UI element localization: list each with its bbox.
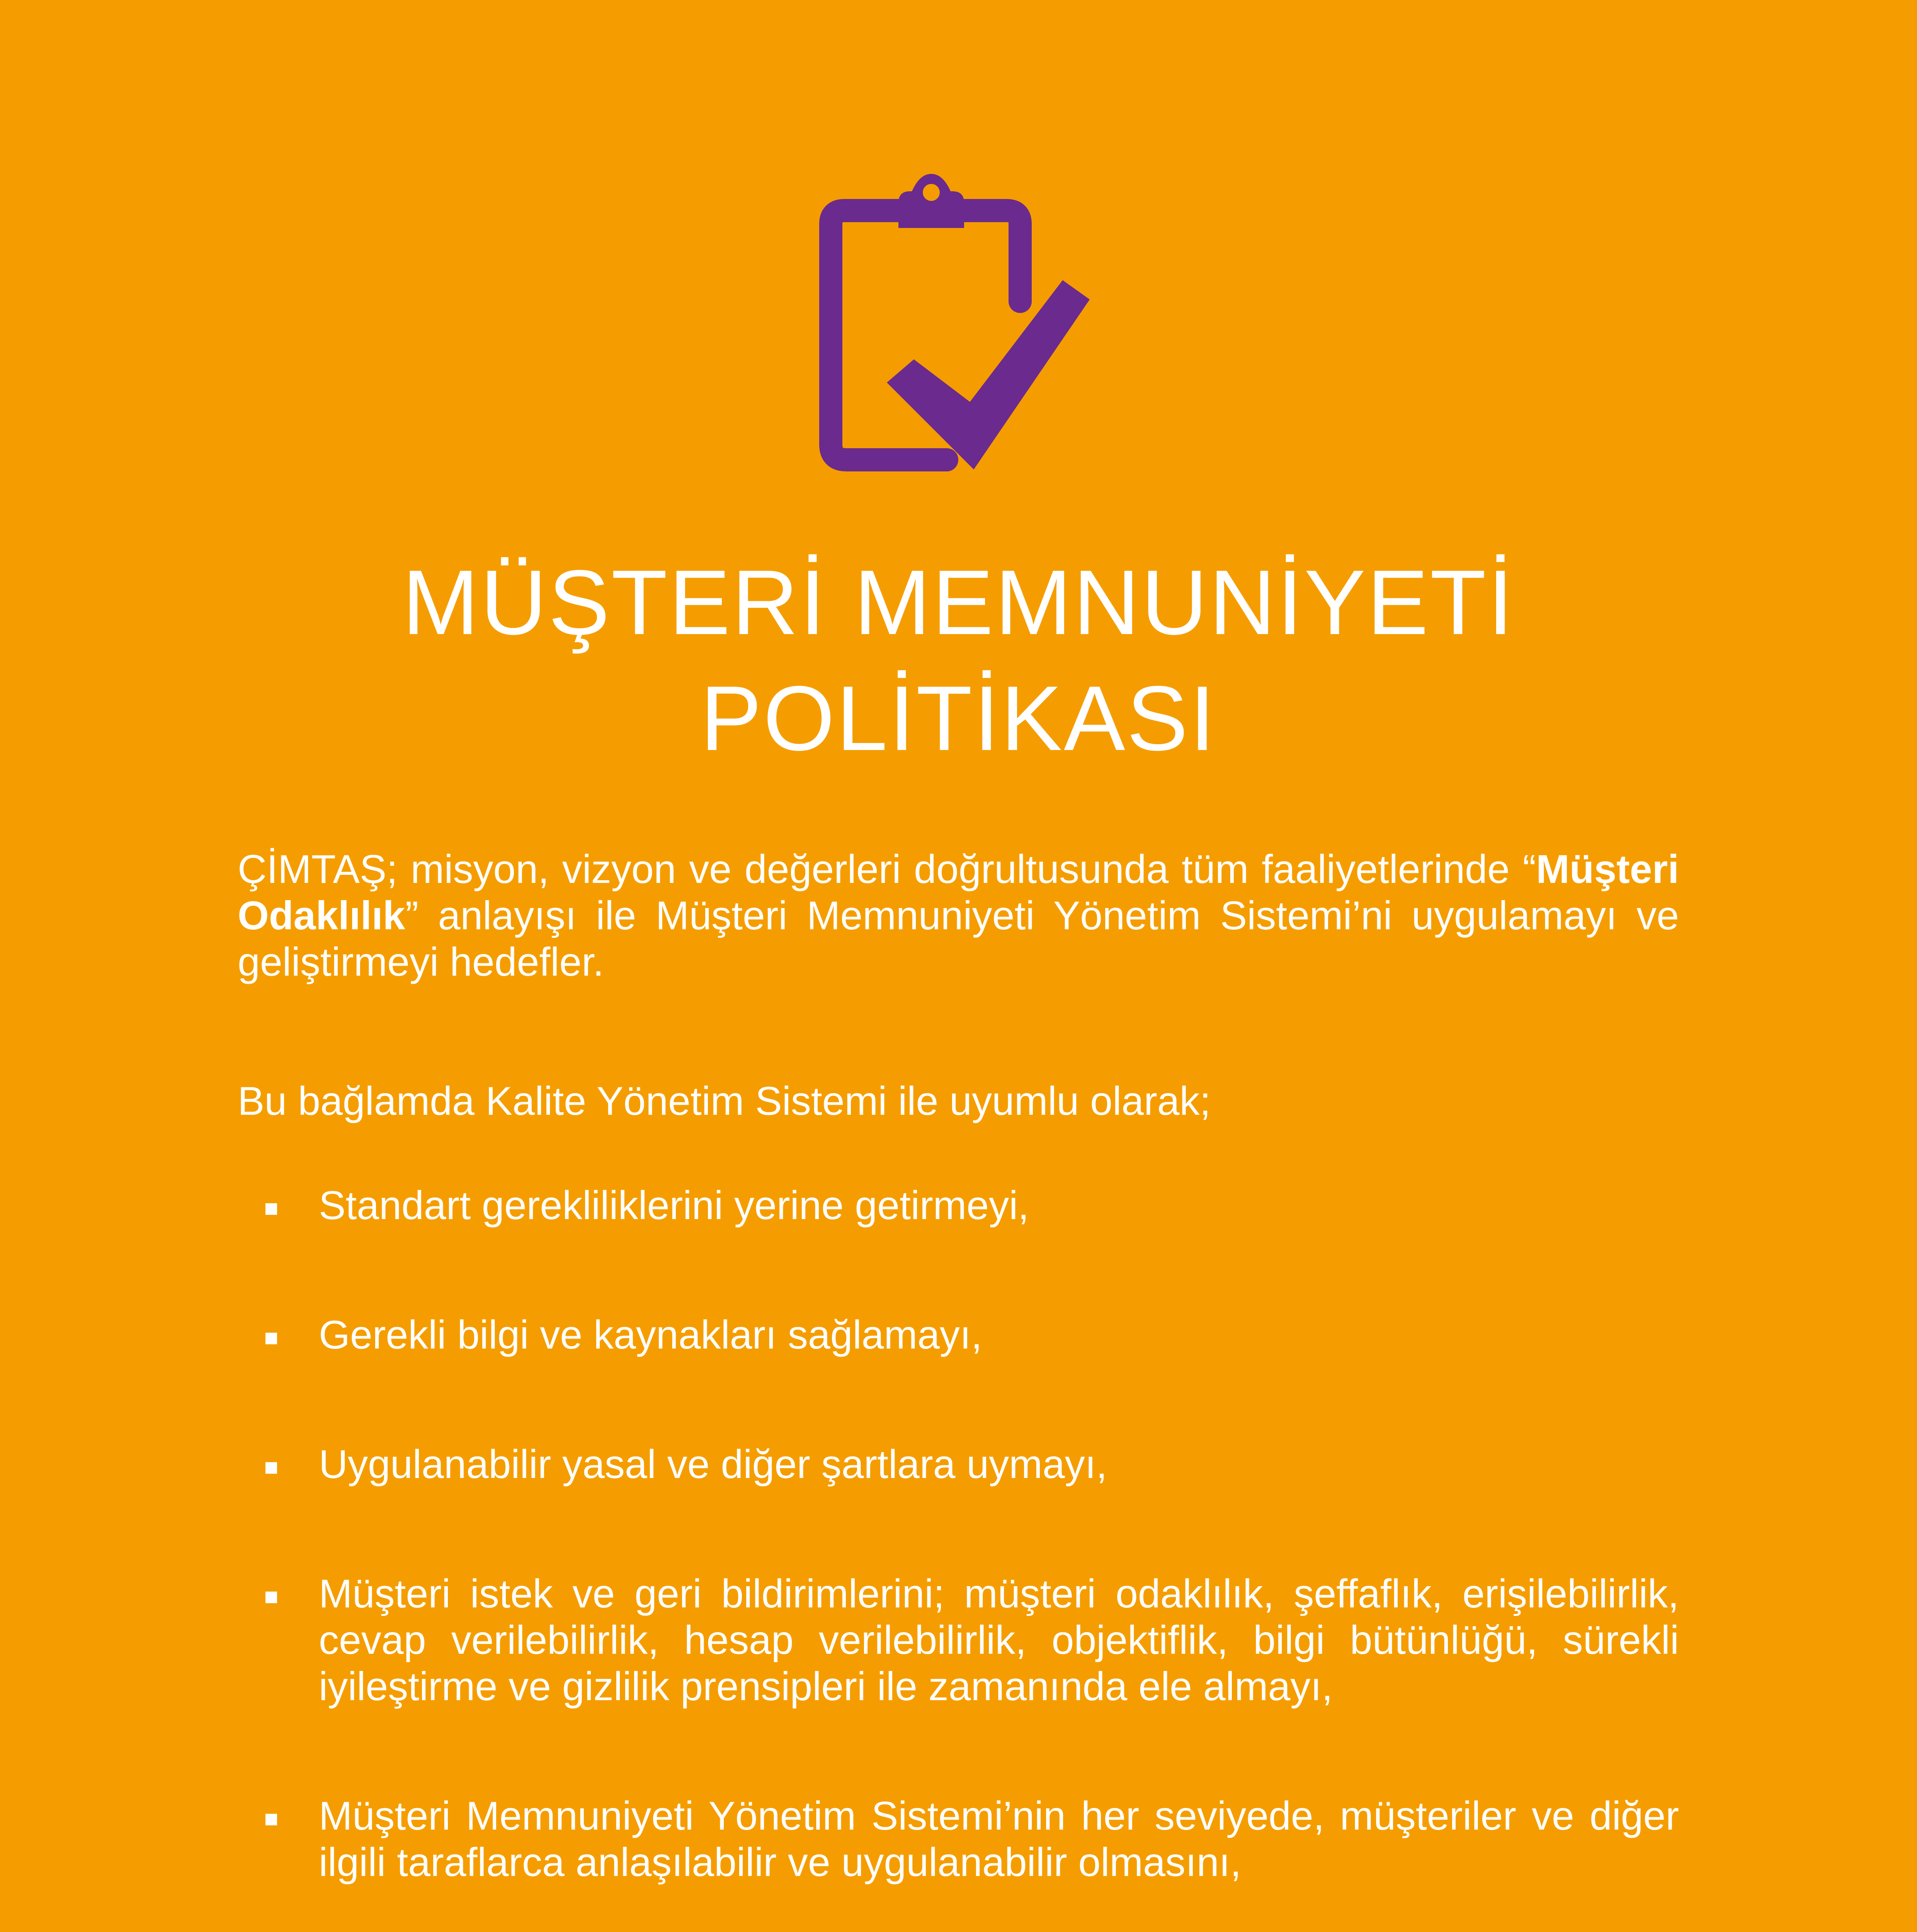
intro-bold-text: Müşteri Odaklılık bbox=[238, 847, 1679, 938]
title-line-1: MÜŞTERİ MEMNUNİYETİ bbox=[402, 551, 1515, 654]
intro-text-after: ” anlayışı ile Müşteri Memnuniyeti Yönetim Sistemi’ni uygulamayı ve geliştirmeyi hedefler. bbox=[238, 893, 1679, 985]
policy-content bbox=[238, 846, 1679, 1932]
list-item-text: Gerekli bilgi ve kaynakları sağlamayı, bbox=[319, 1313, 982, 1357]
title-line-2: POLİTİKASI bbox=[700, 667, 1217, 770]
intro-text-before: ÇİMTAŞ; misyon, vizyon ve değerleri doğrultusunda tüm faaliyetlerinde “ bbox=[238, 847, 1536, 892]
list-item bbox=[238, 1793, 1679, 1886]
list-item-text: Müşteri Memnuniyeti Yönetim Sistemi’nin her seviyede, müşteriler ve diğer ilgili taraflarca anlaşılabilir ve uygulanabilir olmasını, bbox=[319, 1794, 1679, 1885]
clipboard-check-icon bbox=[819, 174, 1097, 483]
list-item-text: Müşteri istek ve geri bildirimlerini; müşteri odaklılık, şeffaflık, erişilebilirlik, cevap verilebilirlik, hesap verilebilirlik, objektiflik, bilgi bütünlüğü, sürekli iyileştirme ve gizlilik prensipleri ile zamanında ele almayı, bbox=[319, 1571, 1679, 1709]
bullet-square-icon bbox=[265, 1333, 277, 1344]
bullet-square-icon bbox=[265, 1592, 277, 1603]
bullet-square-icon bbox=[265, 1462, 277, 1474]
list-item bbox=[238, 1441, 1679, 1488]
list-item bbox=[238, 1312, 1679, 1358]
context-paragraph: Bu bağlamda Kalite Yönetim Sistemi ile uyumlu olarak; bbox=[238, 1079, 1211, 1124]
list-item-text: Standart gerekliliklerini yerine getirmeyi, bbox=[319, 1183, 1029, 1228]
list-item bbox=[238, 1182, 1679, 1229]
bullet-square-icon bbox=[265, 1814, 277, 1825]
list-item bbox=[238, 1571, 1679, 1710]
intro-paragraph bbox=[238, 846, 1679, 985]
list-item-text: Uygulanabilir yasal ve diğer şartlara uymayı, bbox=[319, 1442, 1107, 1487]
commitment-list bbox=[238, 1182, 1679, 1932]
bullet-square-icon bbox=[265, 1203, 277, 1215]
page-title bbox=[0, 545, 1917, 777]
